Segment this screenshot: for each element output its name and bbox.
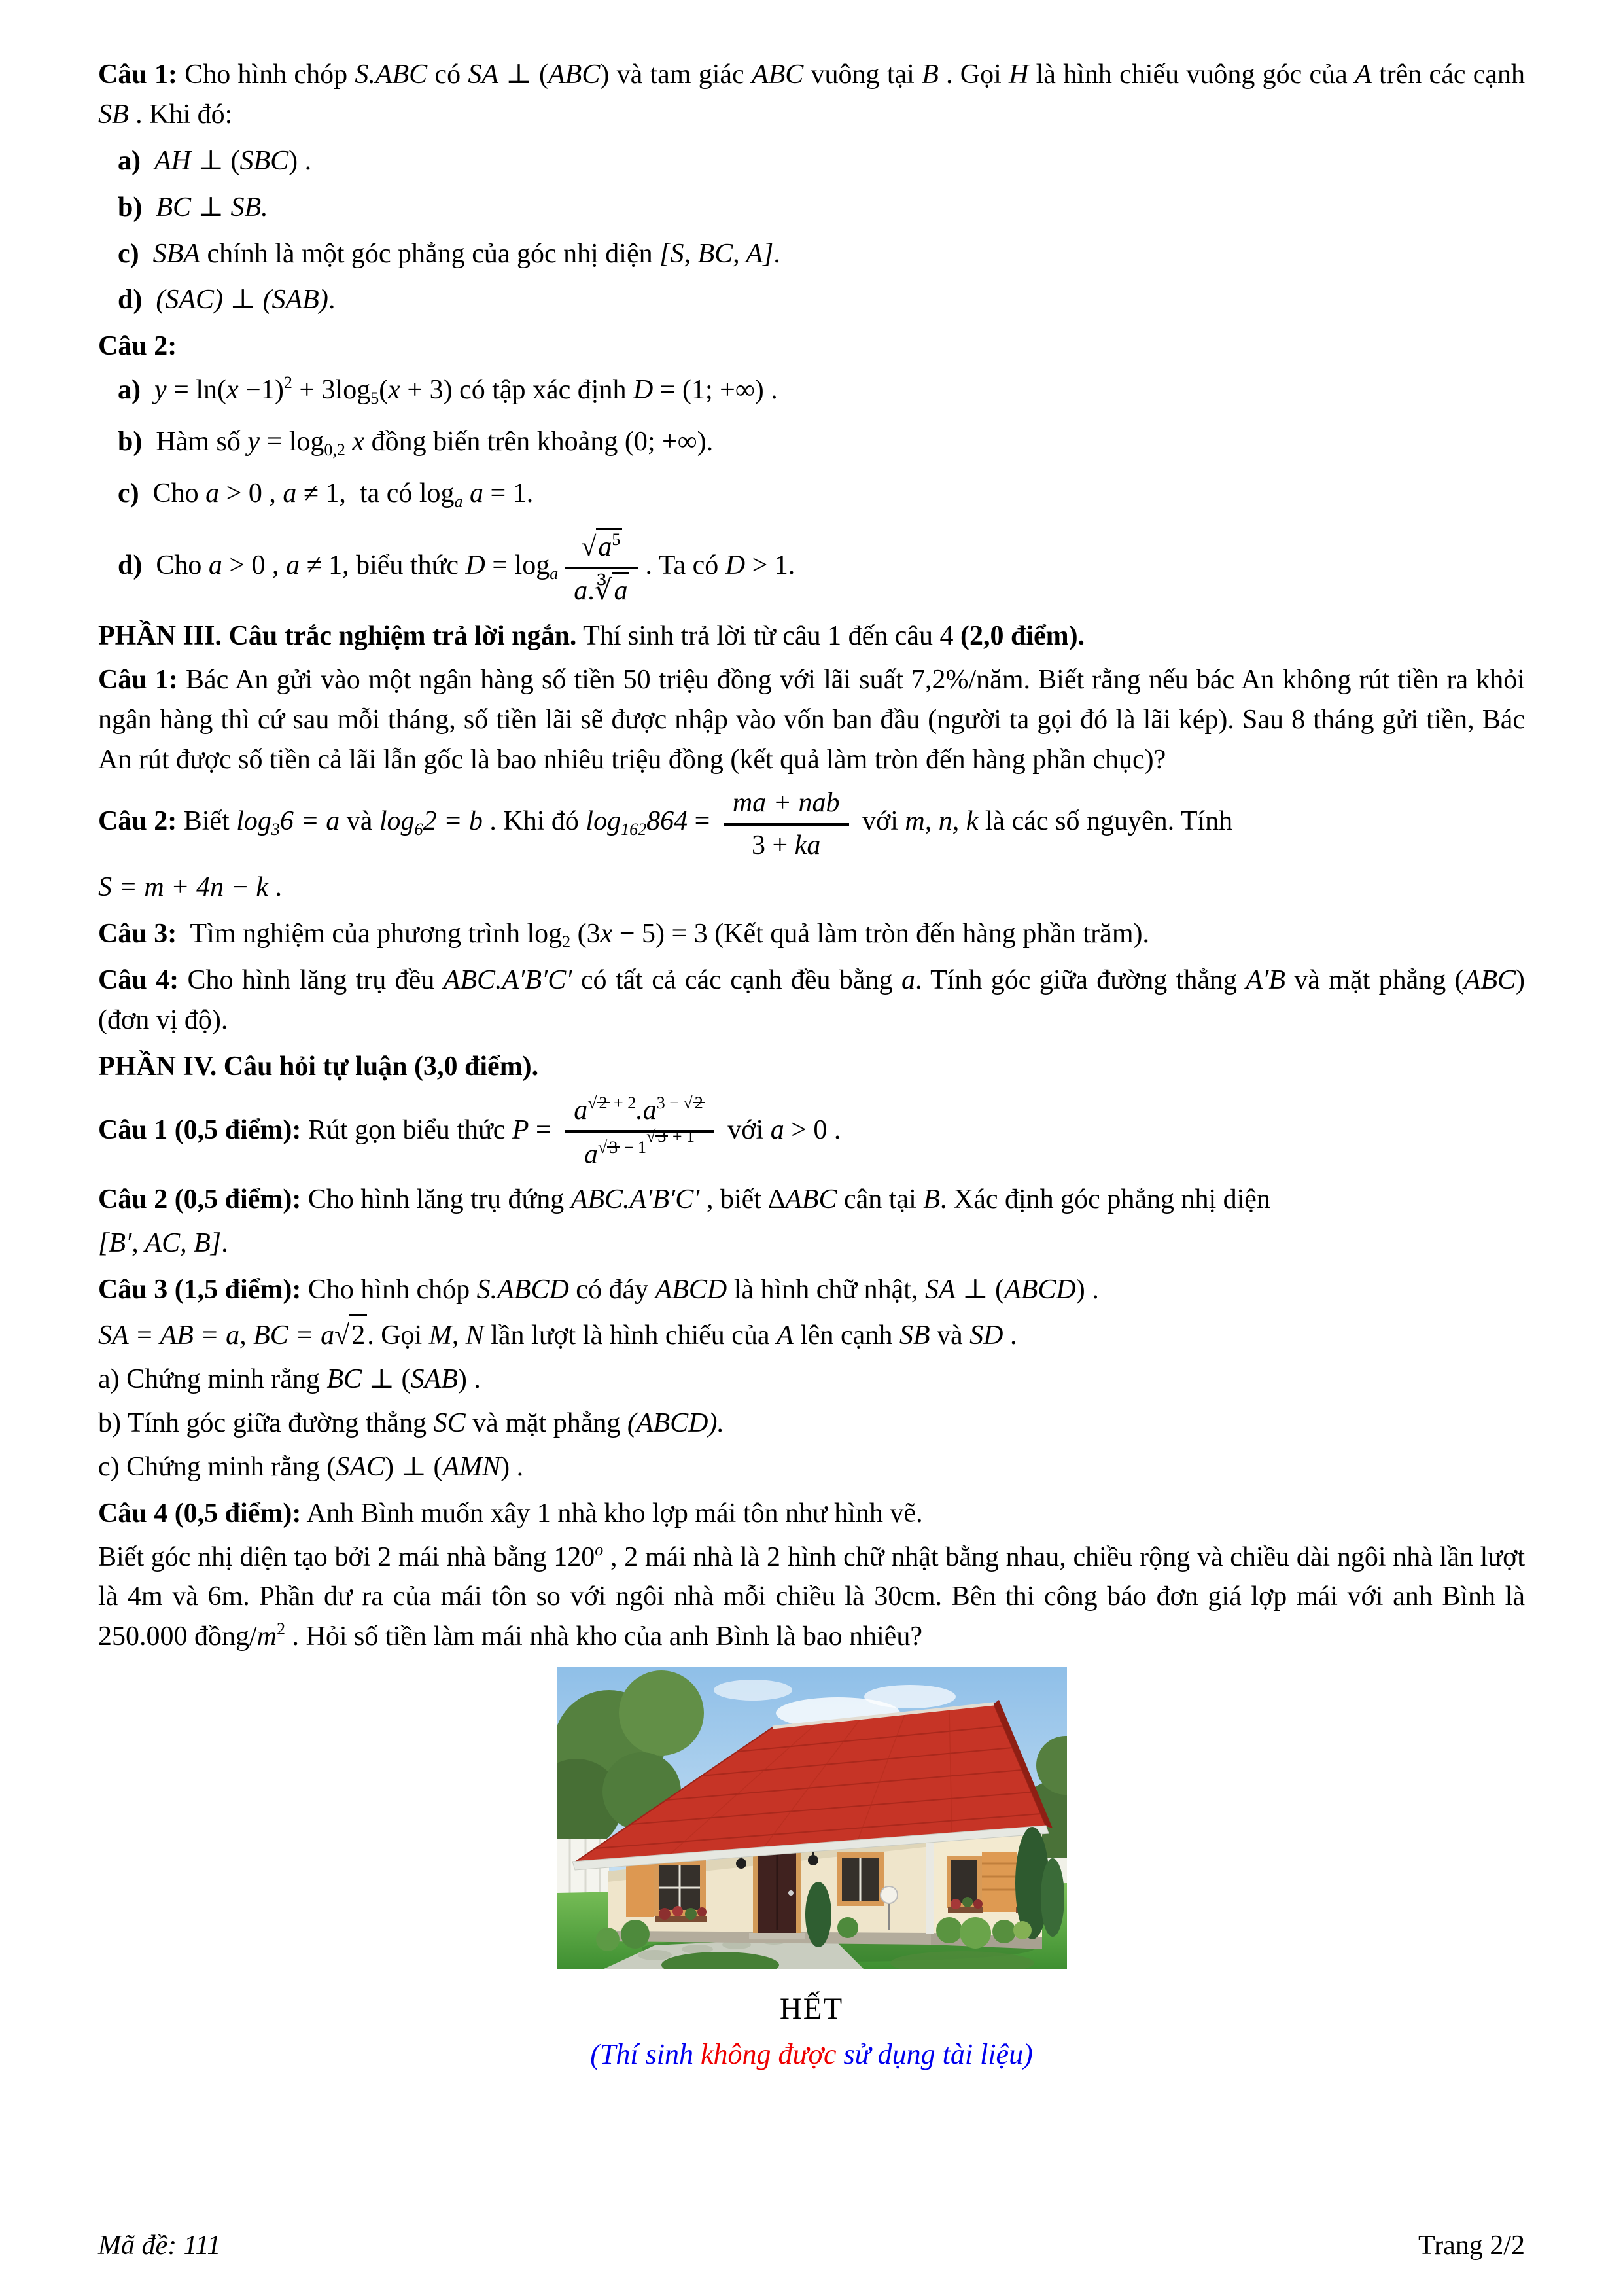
part4-header: PHẦN IV. Câu hỏi tự luận (3,0 điểm).: [98, 1051, 539, 1082]
part4-question3-item-a: a) Chứng minh rằng BC ⊥ (SAB) .: [98, 1364, 481, 1395]
part2-question2-label: Câu 2:: [98, 331, 177, 362]
part2-question2-option-c: c) Cho a > 0 , a ≠ 1, ta có $\log_a a = 1$.: [118, 478, 534, 511]
page-number: Trang 2/2: [1418, 2231, 1525, 2261]
part4-question2-line2: [B′, AC, B].: [98, 1228, 228, 1259]
exam-code: Mã đề: 111: [98, 2231, 221, 2261]
part4-question3-item-b: b) Tính góc giữa đường thẳng SC và mặt phẳng (ABCD).: [98, 1407, 724, 1438]
part3-header: PHẦN III. Câu trắc nghiệm trả lời ngắn. Thí sinh trả lời từ câu 1 đến câu 4 (2,0 điểm).: [98, 620, 1085, 651]
page-footer: [98, 2226, 1525, 2266]
part3-question3: Câu 3: Tìm nghiệm của phương trình $\log_2 (3x - 5) = 3$ (Kết quả làm tròn đến hàng phần trăm).: [98, 919, 1149, 952]
part2-question1-option-a: a) AH ⊥ (SBC) .: [118, 145, 312, 176]
part3-question4: Câu 4: Cho hình lăng trụ đều ABC.A′B′C′ có tất cả các cạnh đều bằng a. Tính góc giữa đường thẳng A′B và mặt phẳng (ABC) (đơn vị độ).: [98, 965, 1525, 1036]
downspout: [926, 1839, 934, 1934]
part4-question3-item-c: c) Chứng minh rằng (SAC) ⊥ (AMN) .: [98, 1451, 524, 1482]
part3-question1: Câu 1: Bác An gửi vào một ngân hàng số tiền 50 triệu đồng với lãi suất 7,2%/năm. Biết rằng nếu bác An không rút tiền ra khỏi ngân hàng thì cứ sau mỗi tháng, số tiền lãi sẽ được nhập vào vốn ban đầu (người ta gọi đó là lãi kép). Sau 8 tháng gửi tiền, Bác An rút được số tiền cả lãi lẫn gốc là bao nhiêu triệu đồng (kết quả làm tròn đến hàng phần chục)?: [98, 664, 1525, 775]
end-label: HẾT: [779, 1992, 844, 2026]
part3-question2-line2: S = m + 4n − k .: [98, 872, 282, 903]
part2-question2-option-a: a) $y = \ln(x -1)^2 + 3\log_5(x + 3)$ có tập xác định D = (1; +∞) .: [118, 373, 778, 408]
house-figure: [98, 1667, 1525, 1981]
part2-question1-option-b: b) BC ⊥ SB.: [118, 192, 268, 222]
part4-question3-line2: SA = AB = a, BC = a√2. Gọi M, N lần lượt là hình chiếu của A lên cạnh SB và SD .: [98, 1314, 1525, 1356]
part4-question3-line1: Câu 3 (1,5 điểm): Cho hình chóp S.ABCD có đáy ABCD là hình chữ nhật, SA ⊥ (ABCD) .: [98, 1275, 1099, 1305]
part2-question1-intro: Câu 1: Cho hình chóp S.ABC có SA ⊥ (ABC) và tam giác ABC vuông tại B . Gọi H là hình chiếu vuông góc của A trên các cạnh SB . Khi đó:: [98, 60, 1526, 130]
part2-question2-option-b: b) Hàm số $y = \log_{0,2} x$ đồng biến trên khoảng (0; +∞).: [118, 427, 714, 459]
house-photo-illustration: [557, 1667, 1067, 1969]
exam-notice: (Thí sinh không được sử dụng tài liệu): [590, 2038, 1033, 2071]
part2-question1-option-d: d) (SAC) ⊥ (SAB).: [118, 285, 336, 315]
part4-question1: Câu 1 (0,5 điểm): Rút gọn biểu thức P = $\frac{a^{√ 2 + 2}.a^{3 - √ 2}}{a^{√ 3 - 1√ 3 + 1}}$ với a > 0 .: [98, 1093, 841, 1170]
part3-question2-line1: Câu 2: Biết $\log_36 = a$ và $\log_62 = b$ . Khi đó $\log_{162}864$ = $\frac{\text{ma + nab}}{3 + ka}$ với m, n, k là các số nguyên. Tính: [98, 783, 1525, 864]
part4-question4-paragraph: Biết góc nhị diện tạo bởi 2 mái nhà bằng 120$^o$ , 2 mái nhà là 2 hình chữ nhật bằng nhau, chiều rộng và chiều dài ngôi nhà lần lượt là 4m và 6m. Phần dư ra của mái tôn so với ngôi nhà mỗi chiều là 30cm. Bên thi công báo đơn giá lợp mái với anh Bình là 250.000 đồng/$m^2$ . Hỏi số tiền làm mái nhà kho của anh Bình là bao nhiêu?: [98, 1540, 1525, 1652]
part4-question4-line1: Câu 4 (0,5 điểm): Anh Bình muốn xây 1 nhà kho lợp mái tôn như hình vẽ.: [98, 1498, 923, 1528]
part2-question2-option-d: d) Cho a > 0 , a ≠ 1, biểu thức $D = \log_a$ $\frac{√a^5}{a.∛a}$ . Ta có D > 1.: [98, 525, 1525, 610]
part4-question2-line1: Câu 2 (0,5 điểm): Cho hình lăng trụ đứng ABC.A′B′C′ , biết ∆ABC cân tại B. Xác định góc phẳng nhị diện: [98, 1184, 1270, 1215]
part2-question1-option-c: c) SBA chính là một góc phẳng của góc nhị diện [S, BC, A].: [118, 238, 780, 269]
